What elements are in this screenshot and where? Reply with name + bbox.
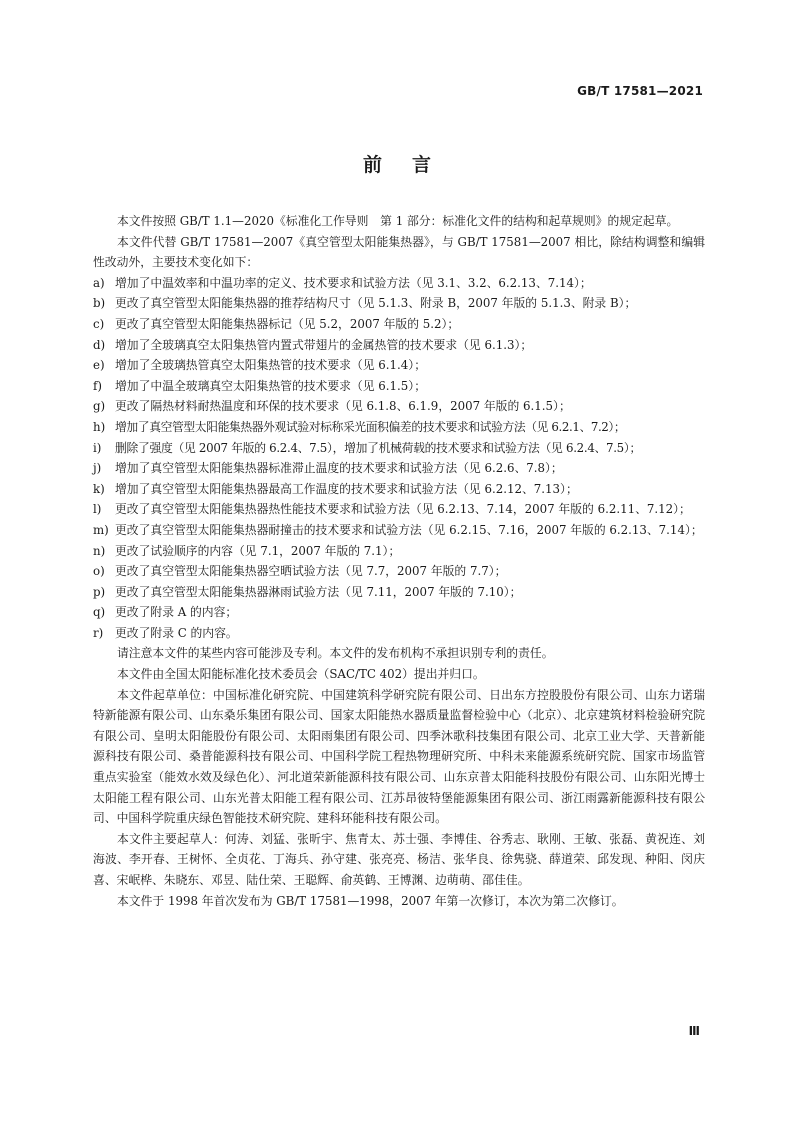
- list-item-label: g): [93, 399, 106, 414]
- list-item: [93, 396, 705, 417]
- list-item: [93, 273, 705, 294]
- list-item-text: 更改了附录 C 的内容。: [115, 625, 238, 640]
- list-item-label: n): [93, 543, 106, 558]
- list-item-label: c): [93, 316, 105, 331]
- list-item-label: k): [93, 481, 105, 496]
- list-item-text: 增加了全玻璃真空太阳集热管内置式带翅片的金属热管的技术要求（见 6.1.3）；: [115, 337, 533, 352]
- list-item-label: d): [93, 337, 106, 352]
- list-item: [93, 561, 705, 582]
- list-item: [93, 314, 705, 335]
- list-item-text: 增加了中温全玻璃真空太阳集热管的技术要求（见 6.1.5）；: [115, 378, 426, 393]
- list-item-text: 更改了附录 A 的内容；: [115, 605, 238, 620]
- document-body: [93, 211, 705, 911]
- list-item-text: 更改了真空管型太阳能集热器热性能技术要求和试验方法（见 6.2.13、7.14，2007 年版的 6.2.11、7.12）；: [115, 502, 691, 517]
- list-item: [93, 623, 705, 644]
- list-item: [93, 602, 705, 623]
- list-item: [93, 458, 705, 479]
- patent-notice: 请注意本文件的某些内容可能涉及专利。本文件的发布机构不承担识别专利的责任。: [117, 646, 554, 661]
- list-item-label: b): [93, 296, 106, 311]
- list-item-text: 增加了真空管型太阳能集热器标准滞止温度的技术要求和试验方法（见 6.2.6、7.8）；: [115, 461, 563, 476]
- list-item-label: h): [93, 419, 106, 434]
- proposer-paragraph: 本文件由全国太阳能标准化技术委员会（SAC/TC 402）提出并归口。: [117, 667, 485, 682]
- list-item-text: 删除了强度（见 2007 年版的 6.2.4、7.5），增加了机械荷载的技术要求和试验方法（见 6.2.4、7.5）；: [115, 440, 641, 455]
- list-item-label: a): [93, 275, 105, 290]
- list-item-label: j): [93, 461, 102, 476]
- list-item-text: 更改了试验顺序的内容（见 7.1，2007 年版的 7.1）；: [115, 543, 401, 558]
- standard-number: GB/T 17581—2021: [577, 84, 703, 98]
- drafters-paragraph: 本文件主要起草人：何涛、刘猛、张昕宇、焦青太、苏士强、李博佳、谷秀志、耿刚、王敏、张磊、黄祝连、刘海波、李开春、王树怀、全贞花、丁海兵、孙守建、张亮亮、杨洁、张华良、徐隽骁、薛道荣、邱发现、种阳、闵庆喜、宋岷桦、朱晓东、邓昱、陆仕荣、王聪辉、俞英鹤、王博渊、边萌萌、邵佳佳。: [93, 831, 705, 887]
- list-item-label: f): [93, 378, 102, 393]
- list-item: [93, 541, 705, 562]
- list-item-text: 增加了全玻璃热管真空太阳集热管的技术要求（见 6.1.4）；: [115, 358, 426, 373]
- list-item-label: r): [93, 625, 104, 640]
- list-item-label: m): [93, 522, 109, 537]
- page-number: Ⅲ: [688, 1024, 700, 1038]
- list-item: [93, 335, 705, 356]
- revision-history-paragraph: 本文件于 1998 年首次发布为 GB/T 17581—1998，2007 年第一次修订，本次为第二次修订。: [117, 893, 624, 908]
- list-item: [93, 479, 705, 500]
- list-item-text: 更改了隔热材料耐热温度和环保的技术要求（见 6.1.8、6.1.9，2007 年版的 6.1.5）；: [115, 399, 571, 414]
- list-item-text: 增加了真空管型太阳能集热器最高工作温度的技术要求和试验方法（见 6.2.12、7.13）；: [115, 481, 578, 496]
- list-item-label: p): [93, 584, 106, 599]
- changes-list: [93, 273, 705, 644]
- list-item: [93, 438, 705, 459]
- list-item: [93, 376, 705, 397]
- list-item-text: 更改了真空管型太阳能集热器的推荐结构尺寸（见 5.1.3、附录 B，2007 年版的 5.1.3、附录 B）；: [115, 296, 637, 311]
- list-item-text: 增加了中温效率和中温功率的定义、技术要求和试验方法（见 3.1、3.2、6.2.13、7.14）；: [115, 275, 592, 290]
- list-item-label: l): [93, 502, 102, 517]
- intro-paragraph: 本文件代替 GB/T 17581—2007《真空管型太阳能集热器》，与 GB/T 17581—2007 相比，除结构调整和编辑性改动外，主要技术变化如下：: [93, 234, 705, 270]
- list-item-label: i): [93, 440, 102, 455]
- list-item: [93, 499, 705, 520]
- list-item-text: 增加了真空管型太阳能集热器外观试验对标称采光面积偏差的技术要求和试验方法（见 6.2.1、7.2）；: [115, 419, 626, 434]
- list-item: [93, 520, 705, 541]
- list-item: [93, 293, 705, 314]
- list-item-label: e): [93, 358, 105, 373]
- list-item-text: 更改了真空管型太阳能集热器标记（见 5.2，2007 年版的 5.2）；: [115, 316, 460, 331]
- list-item-text: 更改了真空管型太阳能集热器淋雨试验方法（见 7.11，2007 年版的 7.10）；: [115, 584, 522, 599]
- list-item-label: o): [93, 564, 105, 579]
- list-item: [93, 582, 705, 603]
- list-item-label: q): [93, 605, 106, 620]
- page-title: 前言: [362, 154, 461, 176]
- list-item-text: 更改了真空管型太阳能集热器空晒试验方法（见 7.7，2007 年版的 7.7）；: [115, 564, 507, 579]
- list-item: [93, 355, 705, 376]
- drafting-units-paragraph: 本文件起草单位：中国标准化研究院、中国建筑科学研究院有限公司、日出东方控股股份有限公司、山东力诺瑞特新能源有限公司、山东桑乐集团有限公司、国家太阳能热水器质量监督检验中心（北京）、北京建筑材料检验研究院有限公司、皇明太阳能股份有限公司、太阳雨集团有限公司、四季沐歌科技集团有限公司、北京工业大学、天普新能源科技有限公司、桑普能源科技有限公司、中国科学院工程热物理研究所、中科未来能源系统研究院、国家市场监管重点实验室（能效水效及绿色化）、河北道荣新能源科技有限公司、山东京普太阳能科技股份有限公司、山东阳光博士太阳能工程有限公司、山东光普太阳能工程有限公司、江苏昂彼特堡能源集团有限公司、浙江雨露新能源科技有限公司、中国科学院重庆绿色智能技术研究院、建科环能科技有限公司。: [93, 687, 705, 826]
- intro-paragraph: 本文件按照 GB/T 1.1—2020《标准化工作导则 第 1 部分：标准化文件的结构和起草规则》的规定起草。: [117, 214, 679, 228]
- list-item-text: 更改了真空管型太阳能集热器耐撞击的技术要求和试验方法（见 6.2.15、7.16，2007 年版的 6.2.13、7.14）；: [115, 522, 703, 537]
- list-item: [93, 417, 705, 438]
